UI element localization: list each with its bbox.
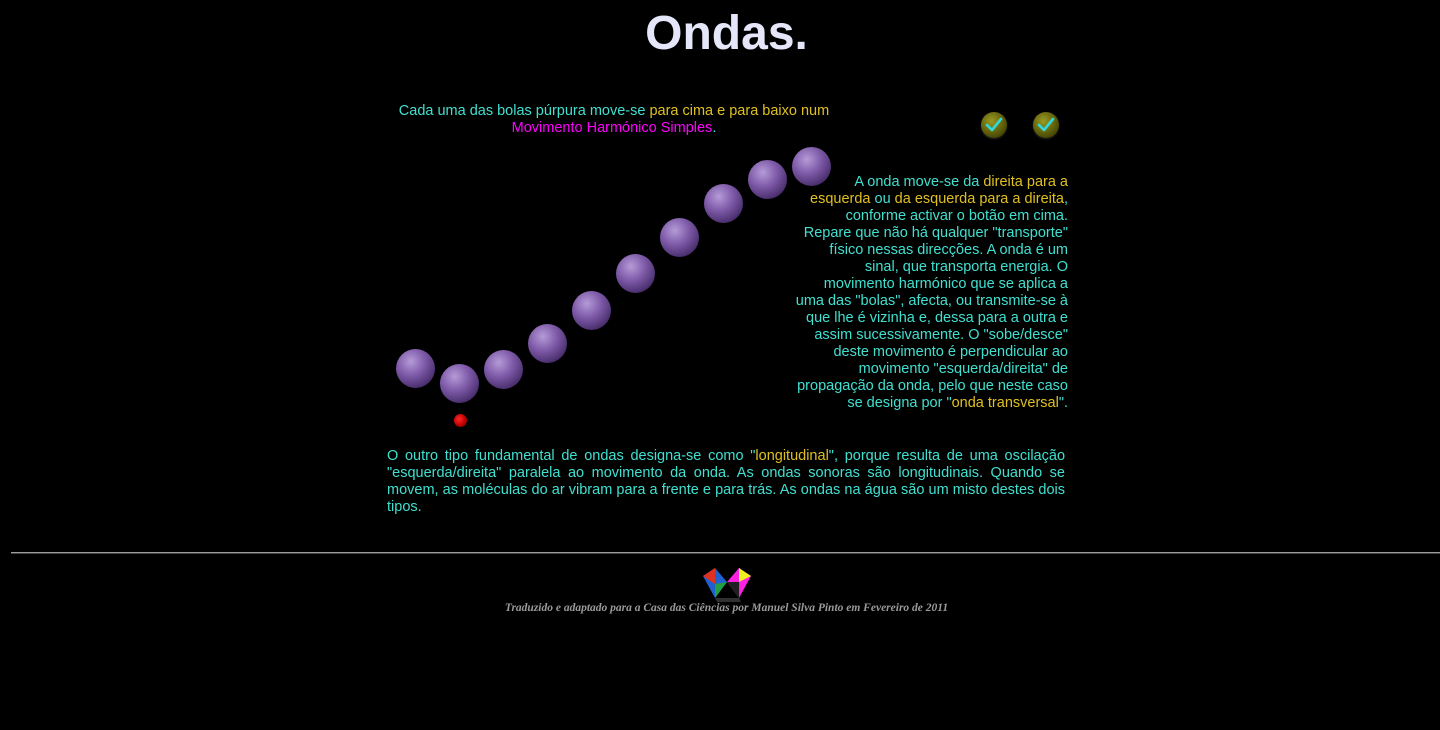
- page-title: Ondas.: [645, 7, 808, 60]
- intro-part-4: .: [712, 120, 717, 136]
- wave-ball: [528, 324, 567, 363]
- wave-ball: [484, 350, 523, 389]
- wave-right-button[interactable]: [1033, 112, 1059, 138]
- side-text-6: onda transversal: [951, 395, 1059, 411]
- wave-ball: [572, 291, 611, 330]
- side-text-5: , conforme activar o botão em cima. Repare que não há qualquer "transporte" físico nessas direcções. A onda é um sinal, que transporta energia. O movimento harmónico que se aplica a uma das "bolas", afecta, ou transmite-se à que lhe é vizinha e, dessa para a outra e assim sucessivamente. O "sobe/desce" deste movimento é perpendicular ao movimento "esquerda/direita" de propagação da onda, pelo que neste caso se designa por ": [795, 191, 1068, 411]
- intro-part-1: Cada uma das bolas púrpura move-se: [398, 103, 650, 119]
- side-text-7: ".: [1058, 395, 1068, 411]
- wave-ball: [660, 218, 699, 257]
- red-marker: [454, 414, 467, 427]
- checkmark-icon: [1036, 115, 1056, 135]
- wave-ball: [616, 254, 655, 293]
- wave-ball: [396, 349, 435, 388]
- side-text-4: da esquerda para a direita: [894, 191, 1064, 207]
- casa-das-ciencias-logo[interactable]: [701, 564, 753, 607]
- bottom-text-2: longitudinal: [755, 448, 829, 464]
- side-text-1: A onda move-se da: [854, 174, 984, 190]
- intro-part-2: para cima e para baixo num: [649, 103, 830, 119]
- wave-ball: [748, 160, 787, 199]
- wave-ball: [704, 184, 743, 223]
- credit-text: Traduzido e adaptado para a Casa das Ciências por Manuel Silva Pinto em Fevereiro de 2011: [504, 602, 949, 614]
- wave-left-button[interactable]: [981, 112, 1007, 138]
- wave-ball: [440, 364, 479, 403]
- longitudinal-explanation: [387, 448, 1065, 516]
- intro-text: [378, 103, 850, 137]
- checkmark-icon: [984, 115, 1004, 135]
- side-text-3: ou: [870, 191, 895, 207]
- bottom-text-1: O outro tipo fundamental de ondas designa-se como ": [387, 448, 756, 464]
- side-explanation: [795, 174, 1068, 412]
- divider: [11, 552, 1440, 554]
- bottom-text-3: ", porque resulta de uma oscilação "esquerda/direita" paralela ao movimento da onda. As ondas sonoras são longitudinais. Quando se movem, as moléculas do ar vibram para a frente e para trás. As ondas na água são um misto destes dois tipos.: [387, 448, 1066, 515]
- side-text-2: direita para a esquerda: [810, 174, 1068, 207]
- shm-link[interactable]: Movimento Harmónico Simples: [511, 120, 713, 136]
